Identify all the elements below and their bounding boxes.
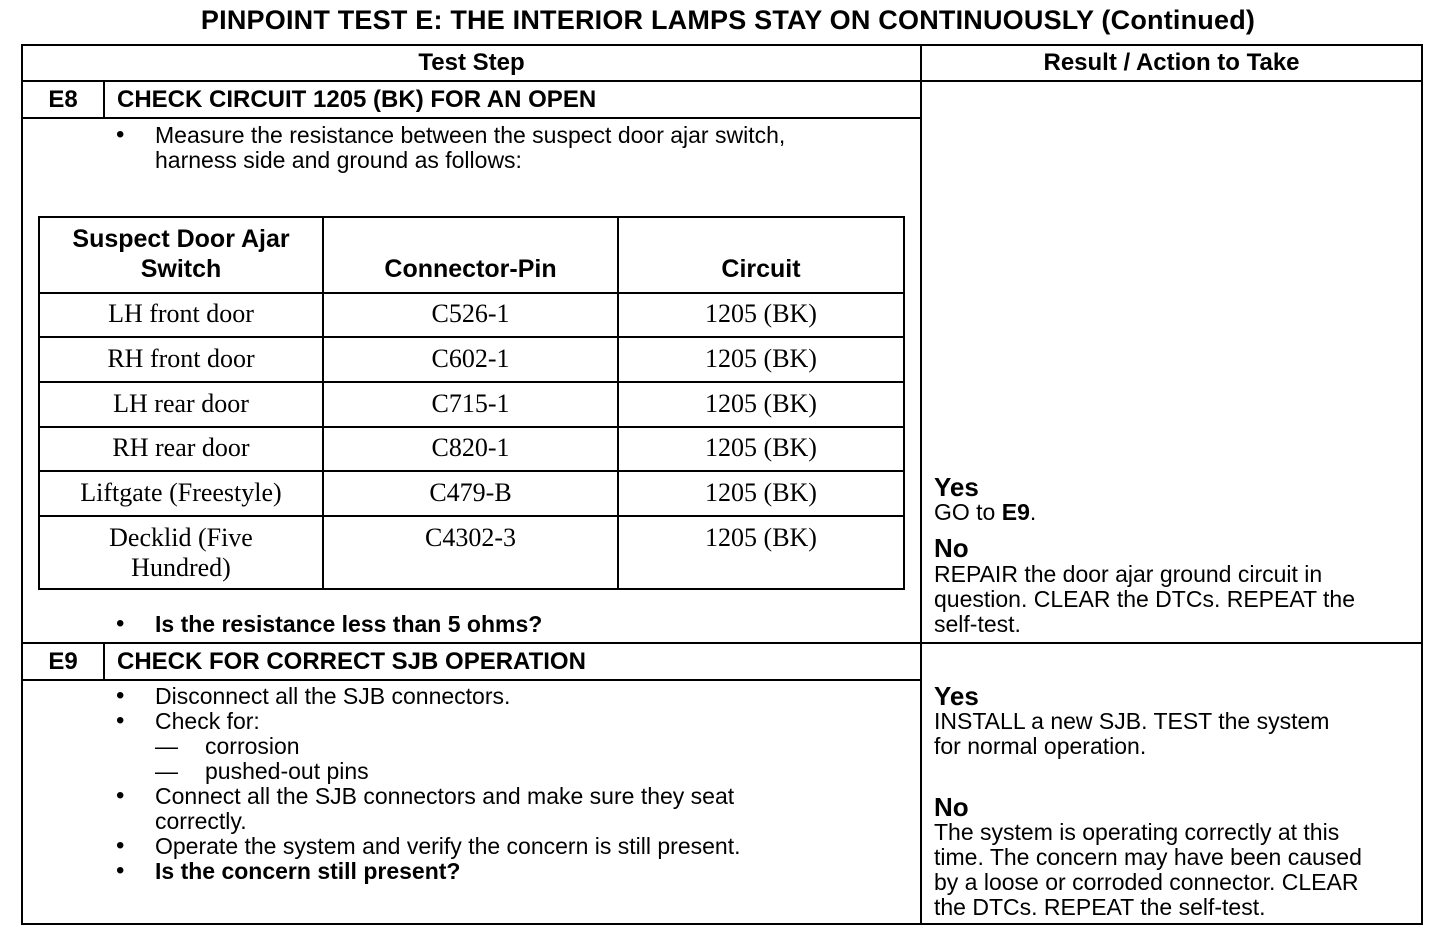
e9-result-yes-label: Yes (934, 681, 979, 711)
step-e8-bottom-border (21, 642, 1423, 644)
table-cell-switch: RH rear door (112, 433, 250, 462)
table-cell-switch-line-2: Hundred) (131, 553, 231, 582)
e8-instruction-line-1: Measure the resistance between the suspect door ajar switch, (155, 122, 786, 148)
page-title: PINPOINT TEST E: THE INTERIOR LAMPS STAY ON CONTINUOUSLY (Continued) (200, 5, 1256, 35)
step-e9-header-border (21, 679, 922, 681)
table-header-connector: Connector-Pin (384, 255, 557, 283)
e9-item-check-for: Check for: (155, 708, 260, 734)
e9-question: Is the concern still present? (155, 858, 461, 884)
e9-item-pushed-out-pins: pushed-out pins (205, 758, 369, 784)
step-e8-title: CHECK CIRCUIT 1205 (BK) FOR AN OPEN (117, 86, 597, 113)
e9-item-connect-line-2: correctly. (155, 808, 247, 834)
e8-bullet-1: • (116, 121, 125, 148)
table-border-row-3 (38, 426, 905, 428)
e9-result-yes-line-2: for normal operation. (934, 733, 1147, 759)
table-cell-circuit: 1205 (BK) (705, 344, 817, 373)
e9-dash-1: — (155, 733, 178, 759)
e9-bullet-1: • (116, 682, 125, 709)
e8-instruction-line-2: harness side and ground as follows: (155, 147, 522, 173)
table-border-row-1 (38, 336, 905, 338)
step-e8-header-border (21, 117, 922, 119)
table-cell-connector: C526-1 (431, 299, 510, 328)
table-cell-switch: RH front door (107, 344, 255, 373)
table-cell-circuit: 1205 (BK) (705, 478, 817, 507)
frame-bottom-border (21, 923, 1423, 925)
e9-bullet-3: • (116, 782, 125, 809)
e9-bullet-4: • (116, 832, 125, 859)
header-bottom-border (21, 80, 1423, 82)
table-border-right (903, 216, 905, 590)
e9-item-corrosion: corrosion (205, 733, 300, 759)
e8-result-no-line-2: question. CLEAR the DTCs. REPEAT the (934, 586, 1355, 612)
column-divider (920, 44, 922, 925)
step-e8-id: E8 (48, 86, 78, 113)
header-test-step: Test Step (418, 49, 525, 76)
e9-dash-2: — (155, 758, 178, 784)
e9-result-no-line-4: the DTCs. REPEAT the self-test. (934, 894, 1266, 920)
table-border-row-4 (38, 470, 905, 472)
table-border-header (38, 292, 905, 294)
table-cell-switch: Liftgate (Freestyle) (80, 478, 282, 507)
table-border-row-5 (38, 515, 905, 517)
e9-result-no-line-1: The system is operating correctly at this (934, 819, 1340, 845)
table-cell-connector: C820-1 (431, 433, 510, 462)
table-cell-connector: C4302-3 (425, 523, 516, 552)
frame-left-border (21, 44, 23, 925)
table-border-bottom (38, 588, 905, 590)
table-cell-circuit: 1205 (BK) (705, 299, 817, 328)
table-cell-circuit: 1205 (BK) (705, 433, 817, 462)
e9-result-no-line-3: by a loose or corroded connector. CLEAR (934, 869, 1359, 895)
table-header-circuit: Circuit (721, 255, 801, 283)
step-e9-title: CHECK FOR CORRECT SJB OPERATION (117, 648, 586, 675)
e8-result-yes-step: E9 (1001, 499, 1030, 525)
table-border-top (38, 216, 905, 218)
table-header-switch-line-1: Suspect Door Ajar (72, 225, 290, 253)
e8-result-no-label: No (934, 533, 969, 563)
e9-result-no-line-2: time. The concern may have been caused (934, 844, 1362, 870)
table-cell-connector: C602-1 (431, 344, 510, 373)
e8-result-yes-label: Yes (934, 472, 979, 502)
e8-result-no-line-3: self-test. (934, 611, 1021, 637)
e9-bullet-2: • (116, 707, 125, 734)
table-cell-circuit: 1205 (BK) (705, 523, 817, 552)
e8-result-no-line-1: REPAIR the door ajar ground circuit in (934, 561, 1323, 587)
e9-item-connect-line-1: Connect all the SJB connectors and make sure they seat (155, 783, 735, 809)
table-cell-connector: C479-B (429, 478, 512, 507)
e9-result-no-label: No (934, 792, 969, 822)
table-cell-connector: C715-1 (431, 389, 510, 418)
table-cell-switch-line-1: Decklid (Five (109, 523, 253, 552)
e9-bullet-5: • (116, 857, 125, 884)
e9-item-operate: Operate the system and verify the concern is still present. (155, 833, 741, 859)
table-cell-circuit: 1205 (BK) (705, 389, 817, 418)
header-result-action: Result / Action to Take (1043, 49, 1300, 76)
e9-result-yes-line-1: INSTALL a new SJB. TEST the system (934, 708, 1330, 734)
step-e9-id: E9 (48, 648, 78, 675)
frame-right-border (1421, 44, 1423, 925)
e8-question: Is the resistance less than 5 ohms? (155, 611, 543, 637)
e9-item-disconnect: Disconnect all the SJB connectors. (155, 683, 511, 709)
table-cell-switch: LH front door (108, 299, 254, 328)
table-cell-switch: LH rear door (113, 389, 249, 418)
e8-bullet-2: • (116, 610, 125, 637)
frame-top-border (21, 44, 1423, 46)
table-border-row-2 (38, 381, 905, 383)
table-header-switch-line-2: Switch (140, 255, 222, 283)
e8-result-yes-action: GO to E9. (934, 499, 1037, 525)
step-e9-id-divider (103, 642, 105, 680)
step-e8-id-divider (103, 80, 105, 118)
